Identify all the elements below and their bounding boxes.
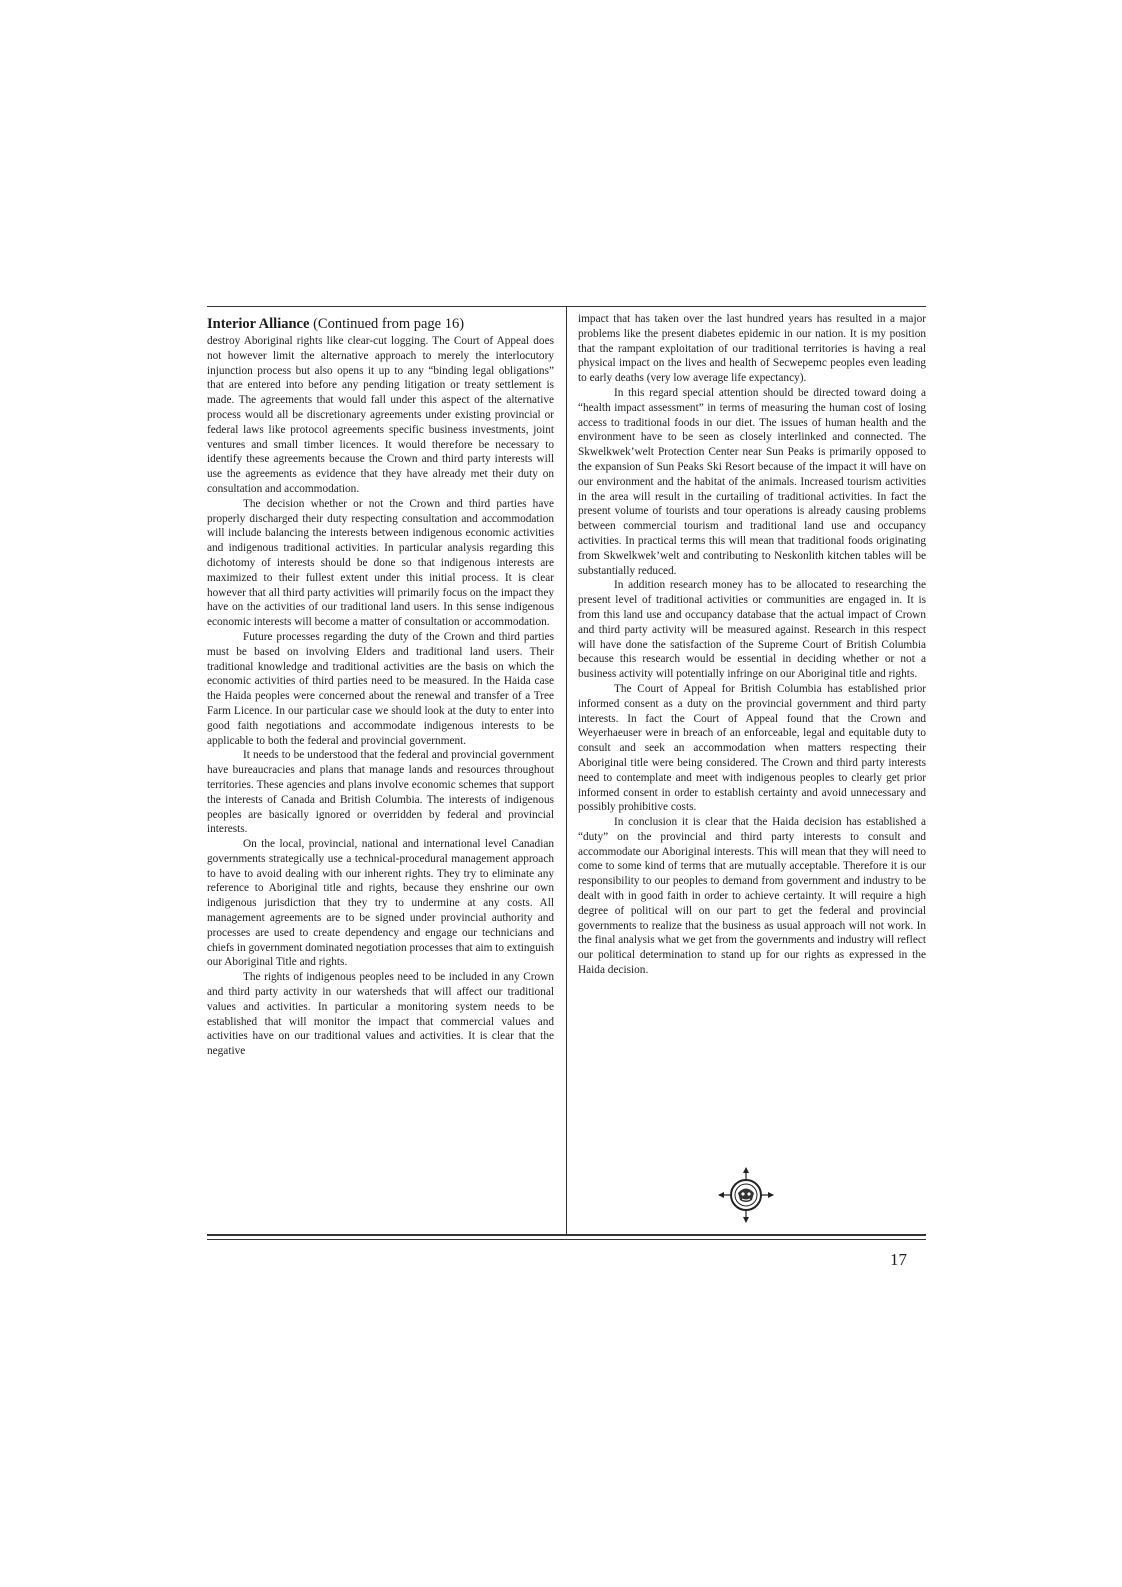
column-divider — [566, 306, 567, 1234]
paragraph: In conclusion it is clear that the Haida decision has established a “duty” on the provincial and third party interests to consult and accommodate our Aboriginal interests. This will mean that they will need to come to some kind of terms that are mutually acceptable. Therefore it is our responsibility to our peoples to demand from government and industry to be dealt with in good faith in order to achieve certainty. It will require a high degree of political will on our part to get the federal and provincial governments to realize that the business as usual approach will not work. In the final analysis what we get from the governments and industry will reflect our political determination to stand up for our rights as expressed in the Haida decision. — [578, 816, 926, 977]
paragraph: impact that has taken over the last hundred years has resulted in a major problems like the present diabetes epidemic in our nation. It is my position that the rampant exploitation of our traditional territories is having a real physical impact on the lives and health of Secwepemc peoples even leading to early deaths (very low average life expectancy). — [578, 313, 926, 385]
article-heading — [207, 314, 554, 334]
paragraph: It needs to be understood that the federal and provincial government have bureaucracies and plans that manage lands and resources throughout territories. These agencies and plans involve economic schemes that support the interests of Canada and British Columbia. The interests of indigenous peoples are basically ignored or overridden by federal and provincial interests. — [207, 749, 554, 836]
compass-emblem-icon — [717, 1166, 775, 1224]
paragraph: The Court of Appeal for British Columbia has established prior informed consent as a duty on the provincial government and third party interests. In fact the Court of Appeal found that the Crown and Weyerhaeuser were in breach of an enforceable, legal and equitable duty to consult and seek an accommodation when matters respecting their Aboriginal title were being considered. The Crown and third party interests need to contemplate and meet with indigenous peoples to clearly get prior informed consent in order to establish certainty and avoid unnecessary and possibly prohibitive costs. — [578, 682, 926, 814]
paragraph: The decision whether or not the Crown and third parties have properly discharged their duty respecting consultation and accommodation will include balancing the interests between indigenous economic activities and indigenous traditional activities. In particular analysis regarding this dichotomy of interests should be done so that indigenous interests are maximized to their fullest extent under this initial process. It is clear however that all third party activities will primarily focus on the impact they have on the activities of our traditional land users. In this sense indigenous economic interests will become a matter of consultation or accommodation. — [207, 497, 554, 629]
paragraph: On the local, provincial, national and international level Canadian governments strategically use a technical-procedural management approach to have to avoid dealing with our inherent rights. They try to eliminate any reference to Aboriginal title and rights, because they enshrine our own indigenous jurisdiction that they try to undermine at any costs. All management agreements are to be signed under provincial authority and processes are used to create dependency and engage our technicians and chiefs in government dominated negotiation processes that aim to extinguish our Aboriginal Title and rights. — [207, 838, 554, 969]
bottom-rule — [207, 1234, 926, 1240]
paragraph: destroy Aboriginal rights like clear-cut logging. The Court of Appeal does not however limit the alternative approach to merely the interlocutory injunction process but also opens it up to any “binding legal obligations” that are entered into before any pending litigation or treaty settlement is made. The agreements that would fall under this aspect of the alternative process would all be discretionary agreements under existing provincial or federal laws like protocol agreements specific business investments, joint ventures and small timber licences. It would therefore be necessary to identify these agreements because the Crown and third party interests will use the agreements as evidence that they have already met their duty on consultation and accommodation. — [207, 335, 554, 495]
page-number: 17 — [890, 1250, 907, 1269]
paragraph: Future processes regarding the duty of the Crown and third parties must be based on involving Elders and traditional land users. Their traditional knowledge and traditional activities are the basis on which the economic activities of third parties need to be measured. In the Haida case the Haida peoples were concerned about the renewal and transfer of a Tree Farm Licence. In our particular case we should look at the duty to enter into good faith negotiations and accommodate indigenous interests to be applicable to both the federal and provincial government. — [207, 630, 554, 747]
right-column — [578, 312, 926, 978]
left-column — [207, 314, 554, 1059]
paragraph: The rights of indigenous peoples need to be included in any Crown and third party activity in our watersheds that will affect our traditional values and activities. In particular a monitoring system needs to be established that will monitor the impact that commercial values and activities have on our traditional values and activities. It is clear that the negative — [207, 971, 554, 1058]
paragraph: In this regard special attention should be directed toward doing a “health impact assessment” in terms of measuring the human cost of losing access to traditional foods in our diet. The issues of human health and the environment have to be seen as closely interlinked and connected. The Skwelkwek’welt Protection Center near Sun Peaks is primarily opposed to the expansion of Sun Peaks Ski Resort because of the impact it will have on our environment and the habitat of the animals. Increased tourism activities in the area will result in the curtailing of traditional activities. In fact the present volume of tourists and tour operations is already causing problems between commercial tourism and traditional land use and occupancy activities. In practical terms this will mean that traditional foods originating from Skwelkwek’welt and contributing to Neskonlith kitchen tables will be substantially reduced. — [578, 386, 926, 577]
heading-title: Interior Alliance — [207, 316, 310, 332]
paragraph: In addition research money has to be allocated to researching the present level of traditional activities or communities are engaged in. It is from this land use and occupancy database that the actual impact of Crown and third party activity will be measured against. Research in this respect will have done the satisfaction of the Supreme Court of British Columbia because this research would be essential in deciding whether or not a business activity will potentially infringe on our Aboriginal title and rights. — [578, 579, 926, 681]
heading-continued: (Continued from page 16) — [309, 316, 465, 332]
